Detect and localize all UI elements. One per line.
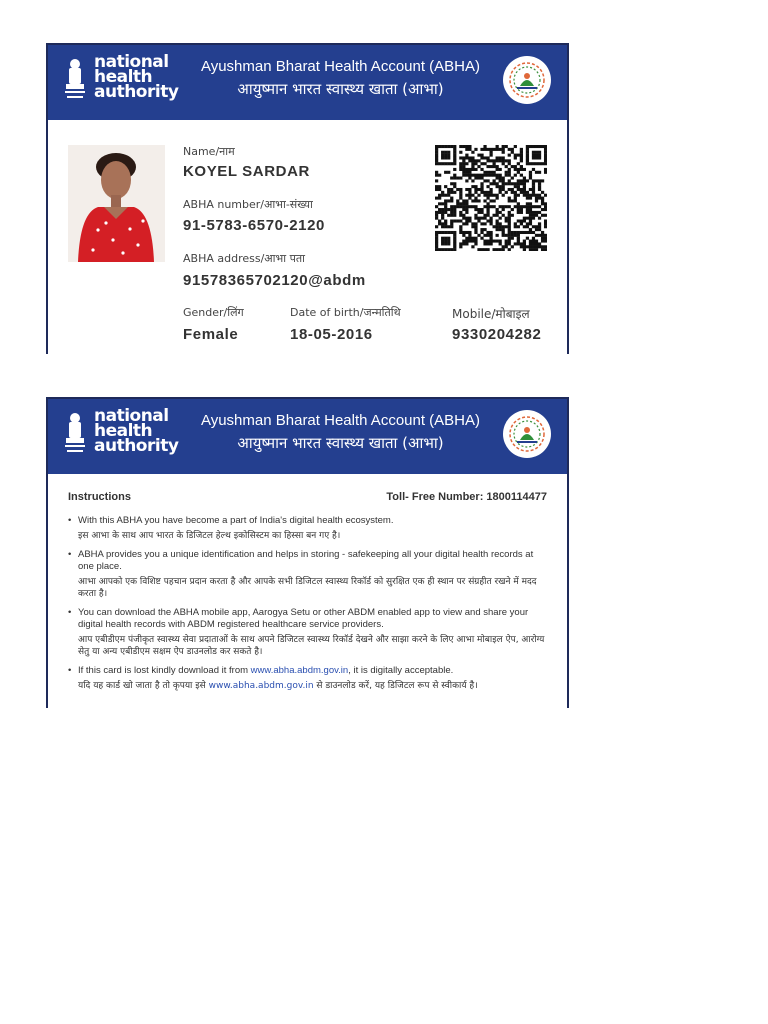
instruction-hi: आभा आपको एक विशिष्ट पहचान प्रदान करता है और आपके सभी डिजिटल स्वास्थ्य रिकॉर्ड को सुरक्षित एक ही स्थान पर संग्रहीत रखने में मदद करता है। <box>78 577 537 599</box>
instruction-en: You can download the ABHA mobile app, Aarogya Setu or other ABDM enabled app to view and share your digital health records with ABDM registered healthcare service providers. <box>78 607 529 630</box>
abha-address-label: ABHA address/आभा पता <box>183 252 305 265</box>
toll-free-number: Toll- Free Number: 1800114477 <box>386 491 547 503</box>
card-title-en: Ayushman Bharat Health Account (ABHA) <box>200 412 481 429</box>
abha-address-value: 91578365702120@abdm <box>183 272 366 289</box>
nha-line2: health <box>94 421 153 441</box>
gender-label: Gender/लिंग <box>183 306 244 319</box>
nha-line1: national <box>94 406 169 426</box>
mobile-value: 9330204282 <box>452 326 542 343</box>
dob-label: Date of birth/जन्मतिथि <box>290 306 401 319</box>
list-item: • ABHA provides you a unique identification and helps in storing - safekeeping all your digital health records at one place. आभा आपको एक विशिष्ट पहचान प्रदान करता है और आपके सभी डिजिटल स्वास्थ्य रिकॉर्ड को सुरक्षित एक ही स्थान पर संग्रहीत रखने में मदद करता है। <box>68 549 550 600</box>
instructions-list <box>68 515 550 699</box>
instruction-hi: आप एबीडीएम पंजीकृत स्वास्थ्य सेवा प्रदाताओं के साथ अपने डिजिटल स्वास्थ्य रिकॉर्ड देखने और साझा करने के लिए आभा मोबाइल ऐप, आरोग्य सेतु या अन्य एबीडीएम सक्षम ऐप डाउनलोड कर सकते है। <box>78 635 545 657</box>
abha-number-label: ABHA number/आभा-संख्या <box>183 198 313 211</box>
abha-card-front <box>46 43 569 354</box>
list-item: • If this card is lost kindly download it from www.abha.abdm.gov.in, it is digitally acceptable. यदि यह कार्ड खो जाता है तो कृपया इसे www.abha.abdm.gov.in से डाउनलोड करें, यह डिजिटल रूप से स्वीकार्य है। <box>68 665 550 692</box>
dob-value: 18-05-2016 <box>290 326 373 343</box>
qr-code-icon <box>435 145 547 251</box>
nha-line3: authority <box>94 436 179 456</box>
gender-value: Female <box>183 326 239 343</box>
abha-website-link-hi[interactable]: www.abha.abdm.gov.in <box>208 681 314 691</box>
instruction-hi <box>78 680 550 692</box>
nha-logo <box>62 52 182 107</box>
card-title-en: Ayushman Bharat Health Account (ABHA) <box>200 58 481 75</box>
card-title-hi: आयुष्मान भारत स्वास्थ्य खाता (आभा) <box>237 80 444 98</box>
card-header <box>48 399 567 474</box>
ashoka-emblem-icon <box>62 57 88 103</box>
abha-website-link[interactable]: www.abha.abdm.gov.in <box>250 665 349 676</box>
list-item: • With this ABHA you have become a part of India's digital health ecosystem. इस आभा के साथ आप भारत के डिजिटल हेल्थ इकोसिस्टम का हिस्सा बन गए है। <box>68 515 550 542</box>
nha-line3: authority <box>94 82 179 102</box>
instructions-title: Instructions <box>68 491 131 503</box>
abha-logo-icon <box>503 410 551 458</box>
card-header <box>48 45 567 120</box>
ashoka-emblem-icon <box>62 411 88 457</box>
instruction-en: ABHA provides you a unique identification and helps in storing - safekeeping all your digital health records at one place. <box>78 549 534 572</box>
instruction-hi-tail: से डाउनलोड करें, यह डिजिटल रूप से स्वीकार्य है। <box>313 681 478 691</box>
nha-wordmark <box>94 52 179 102</box>
list-item: • You can download the ABHA mobile app, Aarogya Setu or other ABDM enabled app to view and share your digital health records with ABDM registered healthcare service providers. आप एबीडीएम पंजीकृत स्वास्थ्य सेवा प्रदाताओं के साथ अपने डिजिटल स्वास्थ्य रिकॉर्ड देखने और साझा करने के लिए आभा मोबाइल ऐप, आरोग्य सेतु या अन्य एबीडीएम सक्षम ऐप डाउनलोड कर सकते है। <box>68 607 550 658</box>
nha-wordmark <box>94 406 179 456</box>
name-label: Name/नाम <box>183 145 235 158</box>
abha-logo-icon <box>503 56 551 104</box>
person-photo-icon <box>68 145 165 262</box>
nha-line2: health <box>94 67 153 87</box>
abha-number-value: 91-5783-6570-2120 <box>183 217 325 234</box>
card-title-hi: आयुष्मान भारत स्वास्थ्य खाता (आभा) <box>237 434 444 452</box>
name-value: KOYEL SARDAR <box>183 163 310 180</box>
instruction-hi: इस आभा के साथ आप भारत के डिजिटल हेल्थ इकोसिस्टम का हिस्सा बन गए है। <box>78 531 341 541</box>
instruction-hi-head: यदि यह कार्ड खो जाता है तो कृपया इसे <box>78 681 209 691</box>
nha-line1: national <box>94 52 169 72</box>
instruction-en-tail: , it is digitally acceptable. <box>348 665 454 676</box>
mobile-label: Mobile/मोबाइल <box>452 307 530 321</box>
instruction-en: If this card is lost kindly download it from <box>78 665 251 676</box>
instruction-en: With this ABHA you have become a part of India's digital health ecosystem. <box>78 515 394 526</box>
nha-logo <box>62 406 182 461</box>
abha-card-back <box>46 397 569 708</box>
holder-photo <box>68 145 165 262</box>
